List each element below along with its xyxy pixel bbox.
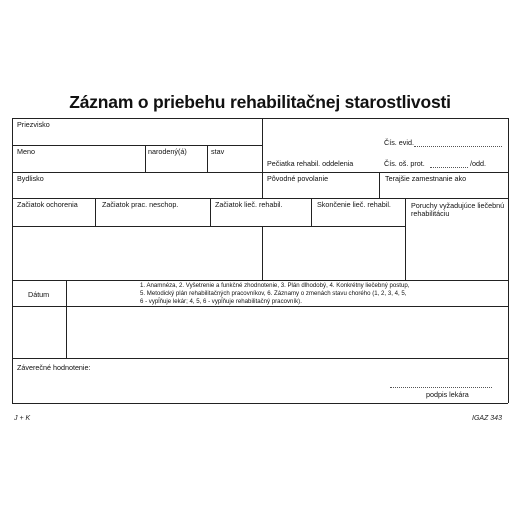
- current-employment-label: Terajšie zamestnanie ako: [385, 174, 467, 183]
- divider: [262, 118, 263, 145]
- signature-field[interactable]: [390, 376, 492, 387]
- work-incapacity-start-label: Začiatok prac. neschop.: [102, 200, 179, 209]
- form-border-right: [508, 118, 509, 403]
- illness-onset-field[interactable]: [13, 199, 94, 225]
- evidence-number-line: [414, 146, 502, 147]
- original-occupation-field[interactable]: [263, 173, 378, 197]
- form-border-bottom: [12, 403, 508, 404]
- residence-field[interactable]: [13, 173, 261, 197]
- disorders-field[interactable]: [406, 222, 507, 279]
- notes-area-middle[interactable]: [263, 227, 404, 279]
- birth-label: narodený(á): [148, 147, 187, 156]
- evidence-number-label: Čís. evid.: [384, 138, 414, 147]
- date-label: Dátum: [28, 290, 50, 299]
- notes-area-left[interactable]: [13, 227, 261, 279]
- form-title: Záznam o priebehu rehabilitačnej starostlivosti: [69, 92, 451, 112]
- disorders-label: Poruchy vyžadujúce liečebnú rehabilitáciu: [411, 201, 505, 218]
- signature-label: podpis lekára: [426, 390, 469, 399]
- marital-status-label: stav: [211, 147, 225, 156]
- original-occupation-label: Pôvodné povolanie: [267, 174, 329, 183]
- current-employment-field[interactable]: [380, 173, 507, 197]
- final-evaluation-label: Záverečné hodnotenie:: [17, 363, 91, 372]
- divider: [262, 145, 263, 172]
- rehab-start-field[interactable]: [211, 199, 310, 225]
- birth-field[interactable]: [146, 146, 206, 170]
- date-entry-field[interactable]: [13, 307, 65, 357]
- surname-field[interactable]: [13, 119, 262, 143]
- surname-label: Priezvisko: [17, 120, 50, 129]
- rehab-end-field[interactable]: [312, 199, 404, 225]
- first-name-label: Meno: [17, 147, 35, 156]
- department-label: /odd.: [470, 159, 486, 168]
- instruction-line: 5. Metodický plán rehabilitačných pracovníkov, 6. Záznamy o zmenách stavu chorého (1, 2, 3, 4, 5,: [140, 290, 407, 297]
- rehab-start-label: Začiatok lieč. rehabil.: [215, 200, 283, 209]
- first-name-field[interactable]: [13, 146, 144, 170]
- evidence-number-field[interactable]: [414, 134, 502, 146]
- final-evaluation-field[interactable]: [13, 359, 373, 402]
- rehab-end-label: Skončenie lieč. rehabil.: [317, 200, 391, 209]
- treatment-protocol-label: Čís. oš. prot.: [384, 159, 425, 168]
- record-entry-field[interactable]: [67, 307, 507, 357]
- instruction-line: 1. Anamnéza, 2. Vyšetrenie a funkčné zhodnotenie, 3. Plán dlhodobý, 4. Konkrétny liečebný postup,: [140, 282, 410, 289]
- divider: [12, 280, 508, 281]
- publisher-mark: J + K: [14, 415, 31, 422]
- marital-status-field[interactable]: [208, 146, 261, 170]
- form-code: IGAZ 343: [472, 415, 502, 422]
- illness-onset-label: Začiatok ochorenia: [17, 200, 78, 209]
- work-incapacity-start-field[interactable]: [96, 199, 209, 225]
- instruction-line: 6 - vypĺňuje lekár; 4, 5, 6 - vypĺňuje rehabilitačný pracovník).: [140, 298, 302, 305]
- protocol-number-line: [430, 167, 468, 168]
- protocol-number-field[interactable]: [430, 156, 468, 167]
- residence-label: Bydlisko: [17, 174, 44, 183]
- signature-line: [390, 387, 492, 388]
- stamp-label: Pečiatka rehabil. oddelenia: [267, 159, 354, 168]
